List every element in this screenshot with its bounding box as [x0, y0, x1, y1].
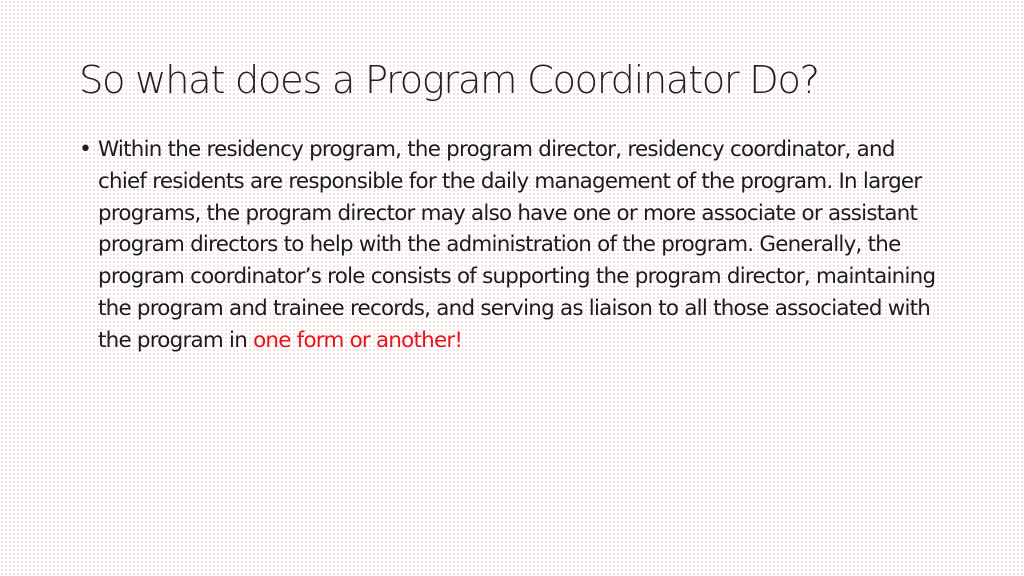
slide-title: So what does a Program Coordinator Do? — [79, 58, 819, 103]
bullet-text-highlight: one form or another! — [253, 327, 463, 353]
bullet-marker: • — [79, 137, 92, 162]
slide-body — [79, 134, 941, 357]
bullet-text-main: Within the residency program, the program director, residency coordinator, and chief residents are responsible for the daily management of the program. In larger programs, the program director may also have one or more associate or assistant program directors to help with the administration of the program. Generally, the program coordinator’s role consists of supporting the program director, maintaining the program and trainee records, and serving as liaison to all those associated with the program in — [98, 137, 936, 353]
bullet-text — [98, 134, 941, 357]
bullet-item — [79, 134, 941, 357]
